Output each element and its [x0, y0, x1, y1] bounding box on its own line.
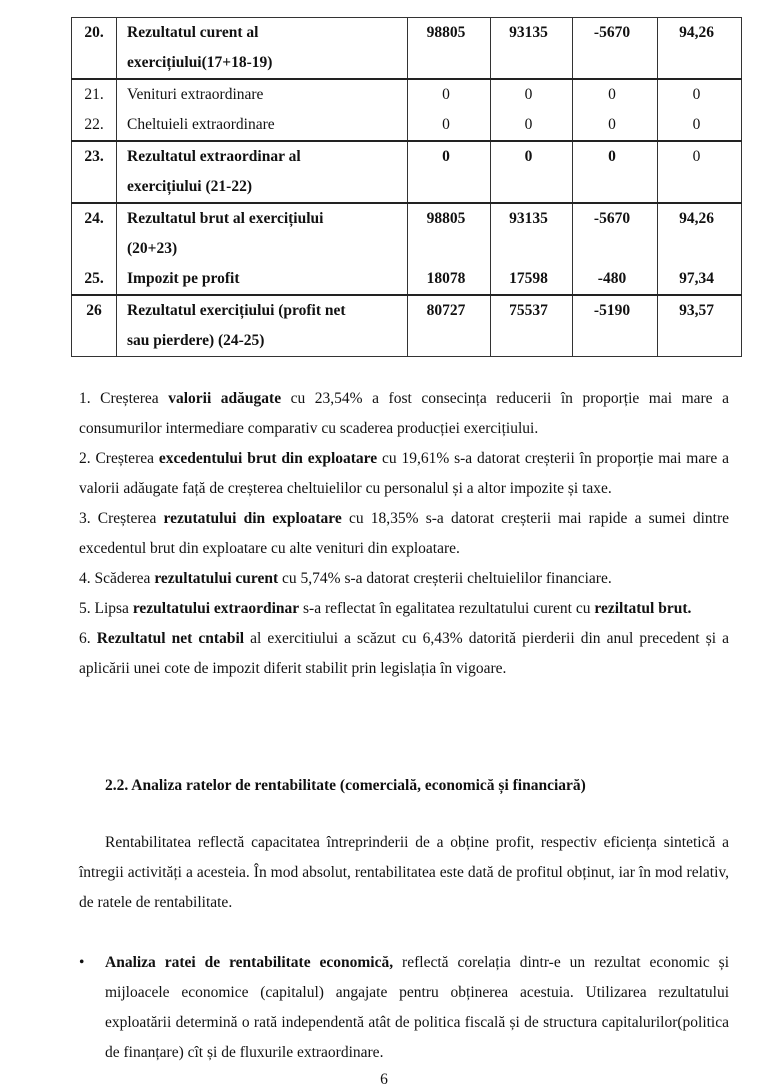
- row-number: 24. 25.: [72, 203, 117, 295]
- value-cell: 98805: [408, 18, 491, 80]
- table-row: [72, 295, 742, 357]
- note-item: 2. Creșterea excedentului brut din exploatare cu 19,61% s-a datorat creșterii în proporție mai mare a valorii adăugate față de creșterea cheltuielilor cu personalul și a altor impozite și taxe.: [79, 450, 729, 497]
- value-cell: 0 0: [658, 79, 742, 141]
- analysis-notes: [79, 384, 729, 684]
- row-description-line: exercițiului(17+18-19): [127, 54, 273, 71]
- row-description-line: Impozit pe profit: [127, 270, 240, 287]
- value-cell: -5670: [573, 18, 658, 80]
- value-cell: 0 0: [408, 79, 491, 141]
- value-cell: 93135: [491, 18, 573, 80]
- table-row: [72, 18, 742, 80]
- table-row: [72, 203, 742, 295]
- page-number: 6: [380, 1071, 388, 1088]
- table-row: [72, 141, 742, 203]
- row-description: [117, 203, 408, 295]
- bullet-item: [79, 948, 729, 1068]
- row-description-line: sau pierdere) (24-25): [127, 332, 265, 349]
- row-description-line: exercițiului (21-22): [127, 178, 252, 195]
- value-cell: 80727: [408, 295, 491, 357]
- value-cell: 0 0: [573, 79, 658, 141]
- value-cell: 0: [491, 141, 573, 203]
- value-cell: 0: [408, 141, 491, 203]
- bullet-text: Analiza ratei de rentabilitate economică, reflectă corelația dintr-e un rezultat economic și mijloacele economice (capitalul) angajate pentru obținerea acestuia. Utilizarea rezultatului exploatării determină o rată independentă atât de politica fiscală și de structura capitalurilor(politica de finanțare) cît și de fluxurile extraordinare.: [105, 954, 730, 1061]
- value-cell: 94,26: [658, 18, 742, 80]
- row-description-line: Cheltuieli extraordinare: [127, 116, 275, 133]
- row-number: 26: [72, 295, 117, 357]
- value-cell: 93,57: [658, 295, 742, 357]
- table-row: [72, 79, 742, 141]
- value-cell: 0: [573, 141, 658, 203]
- row-description-line: Venituri extraordinare: [127, 86, 264, 103]
- value-cell: -5190: [573, 295, 658, 357]
- note-item: 4. Scăderea rezultatului curent cu 5,74% s-a datorat creșterii cheltuielilor financiare.: [79, 570, 612, 587]
- row-description: [117, 79, 408, 141]
- value-cell: 94,26 97,34: [658, 203, 742, 295]
- row-description: [117, 18, 408, 80]
- row-description: [117, 295, 408, 357]
- section-title: 2.2. Analiza ratelor de rentabilitate (comercială, economică și financiară): [105, 777, 586, 794]
- row-description-line: Rezultatul extraordinar al: [127, 148, 301, 165]
- value-cell: -5670 -480: [573, 203, 658, 295]
- note-item: 3. Creșterea rezutatului din exploatare cu 18,35% s-a datorat creșterii mai rapide a sumei dintre excedentul brut din exploatare cu alte venituri din exploatare.: [79, 510, 729, 557]
- row-description: [117, 141, 408, 203]
- row-number: 21. 22.: [72, 79, 117, 141]
- row-description-line: Rezultatul curent al: [127, 24, 259, 41]
- value-cell: 0: [658, 141, 742, 203]
- bullet-icon: •: [79, 954, 85, 971]
- row-description-line: (20+23): [127, 240, 178, 257]
- financial-results-table: [71, 17, 742, 357]
- note-item: 6. Rezultatul net cntabil al exercitiului a scăzut cu 6,43% datorită pierderii din anul precedent și a aplicării unei cote de impozit diferit stabilit prin legislația în vigoare.: [79, 630, 730, 677]
- value-cell: 0 0: [491, 79, 573, 141]
- value-cell: 98805 18078: [408, 203, 491, 295]
- value-cell: 75537: [491, 295, 573, 357]
- row-number: 20.: [72, 18, 117, 80]
- note-item: 5. Lipsa rezultatului extraordinar s-a reflectat în egalitatea rezultatului curent cu reziltatul brut.: [79, 600, 692, 617]
- row-description-line: Rezultatul exercițiului (profit net: [127, 302, 346, 319]
- row-description-line: Rezultatul brut al exercițiului: [127, 210, 324, 227]
- intro-paragraph: Rentabilitatea reflectă capacitatea întreprinderii de a obține profit, respectiv eficiența sintetică a întregii activități a acesteia. În mod absolut, rentabilitatea este dată de profitul obținut, iar în mod relativ, de ratele de rentabilitate.: [79, 834, 729, 911]
- value-cell: 93135 17598: [491, 203, 573, 295]
- row-number: 23.: [72, 141, 117, 203]
- note-item: 1. Creșterea valorii adăugate cu 23,54% a fost consecința reducerii în proporție mai mare a consumurilor intermediare comparativ cu scaderea producției exercițiului.: [79, 390, 729, 437]
